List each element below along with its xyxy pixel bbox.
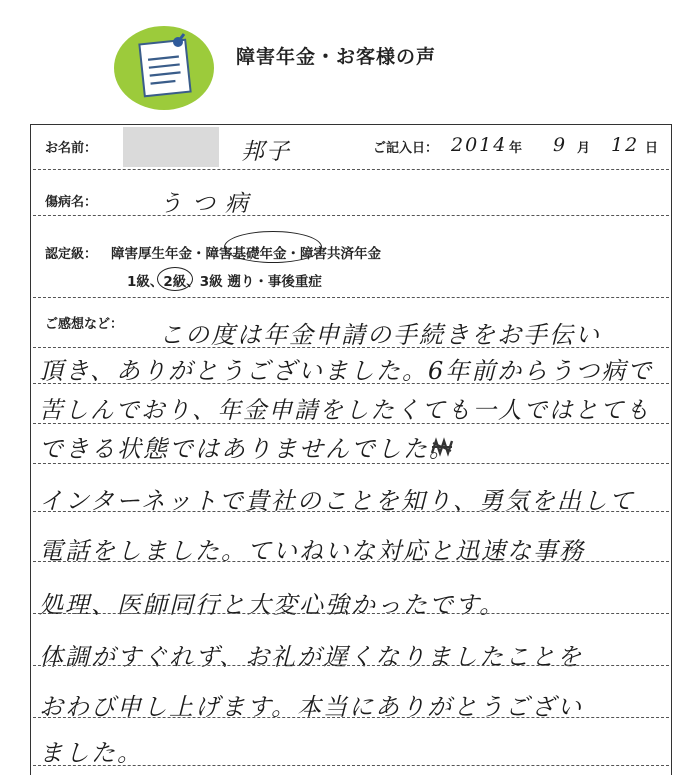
divider (33, 561, 669, 562)
divider (33, 347, 669, 348)
divider (33, 765, 669, 766)
cert-label: 認定級： (45, 247, 98, 262)
divider (33, 511, 669, 512)
feedback-form (30, 124, 672, 775)
name-label: お名前： (45, 141, 98, 156)
comment-line: インターネットで貴社のことを知り、勇気を出して (39, 487, 635, 515)
selection-circle (157, 267, 193, 291)
comment-line: 苦しんでおり、年金申請をしたくても一人ではとても (39, 396, 651, 424)
notepad-icon (112, 24, 218, 112)
divider (33, 717, 669, 718)
divider (33, 297, 669, 298)
divider (33, 169, 669, 170)
page-title: 障害年金・お客様の声 (236, 46, 437, 68)
date-month-unit: 月 (577, 141, 591, 156)
redacted-name-box (123, 127, 219, 167)
divider (33, 613, 669, 614)
divider (33, 215, 669, 216)
comment-line: 電話をしました。ていねいな対応と迅速な事務 (39, 537, 585, 565)
divider (33, 463, 669, 464)
date-day: 12 (611, 134, 640, 156)
comment-line: 処理、医師同行と大変心強かったです。 (39, 591, 506, 619)
comment-line: できる状態ではありませんでした。 (39, 435, 455, 463)
comment-line: 体調がすぐれず、お礼が遅くなりましたことを (39, 643, 584, 671)
date-year: 2014 (451, 134, 508, 156)
comment-line: この度は年金申請の手続きをお手伝い (159, 321, 601, 349)
comments-label: ご感想など： (45, 317, 124, 332)
divider (33, 665, 669, 666)
name-value: 邦子 (241, 139, 291, 165)
date-day-unit: 日 (645, 141, 659, 156)
date-label: ご記入日： (373, 141, 439, 156)
grade-options: 1級、2級、3級 遡り・事後重症 (127, 274, 322, 290)
disease-value: うつ病 (159, 191, 258, 217)
pension-types: 障害厚生年金・障害基礎年金・障害共済年金 (111, 246, 381, 262)
date-year-unit: 年 (509, 141, 523, 156)
date-month: 9 (553, 134, 568, 156)
comment-line: ました。 (39, 739, 143, 767)
comment-line: 頂き、ありがとうございました。6年前からうつ病で (39, 357, 654, 385)
disease-label: 傷病名： (45, 195, 98, 210)
divider (33, 383, 669, 384)
comment-line: おわび申し上げます。本当にありがとうござい (39, 693, 584, 721)
divider (33, 423, 669, 424)
selection-circle (224, 231, 322, 263)
